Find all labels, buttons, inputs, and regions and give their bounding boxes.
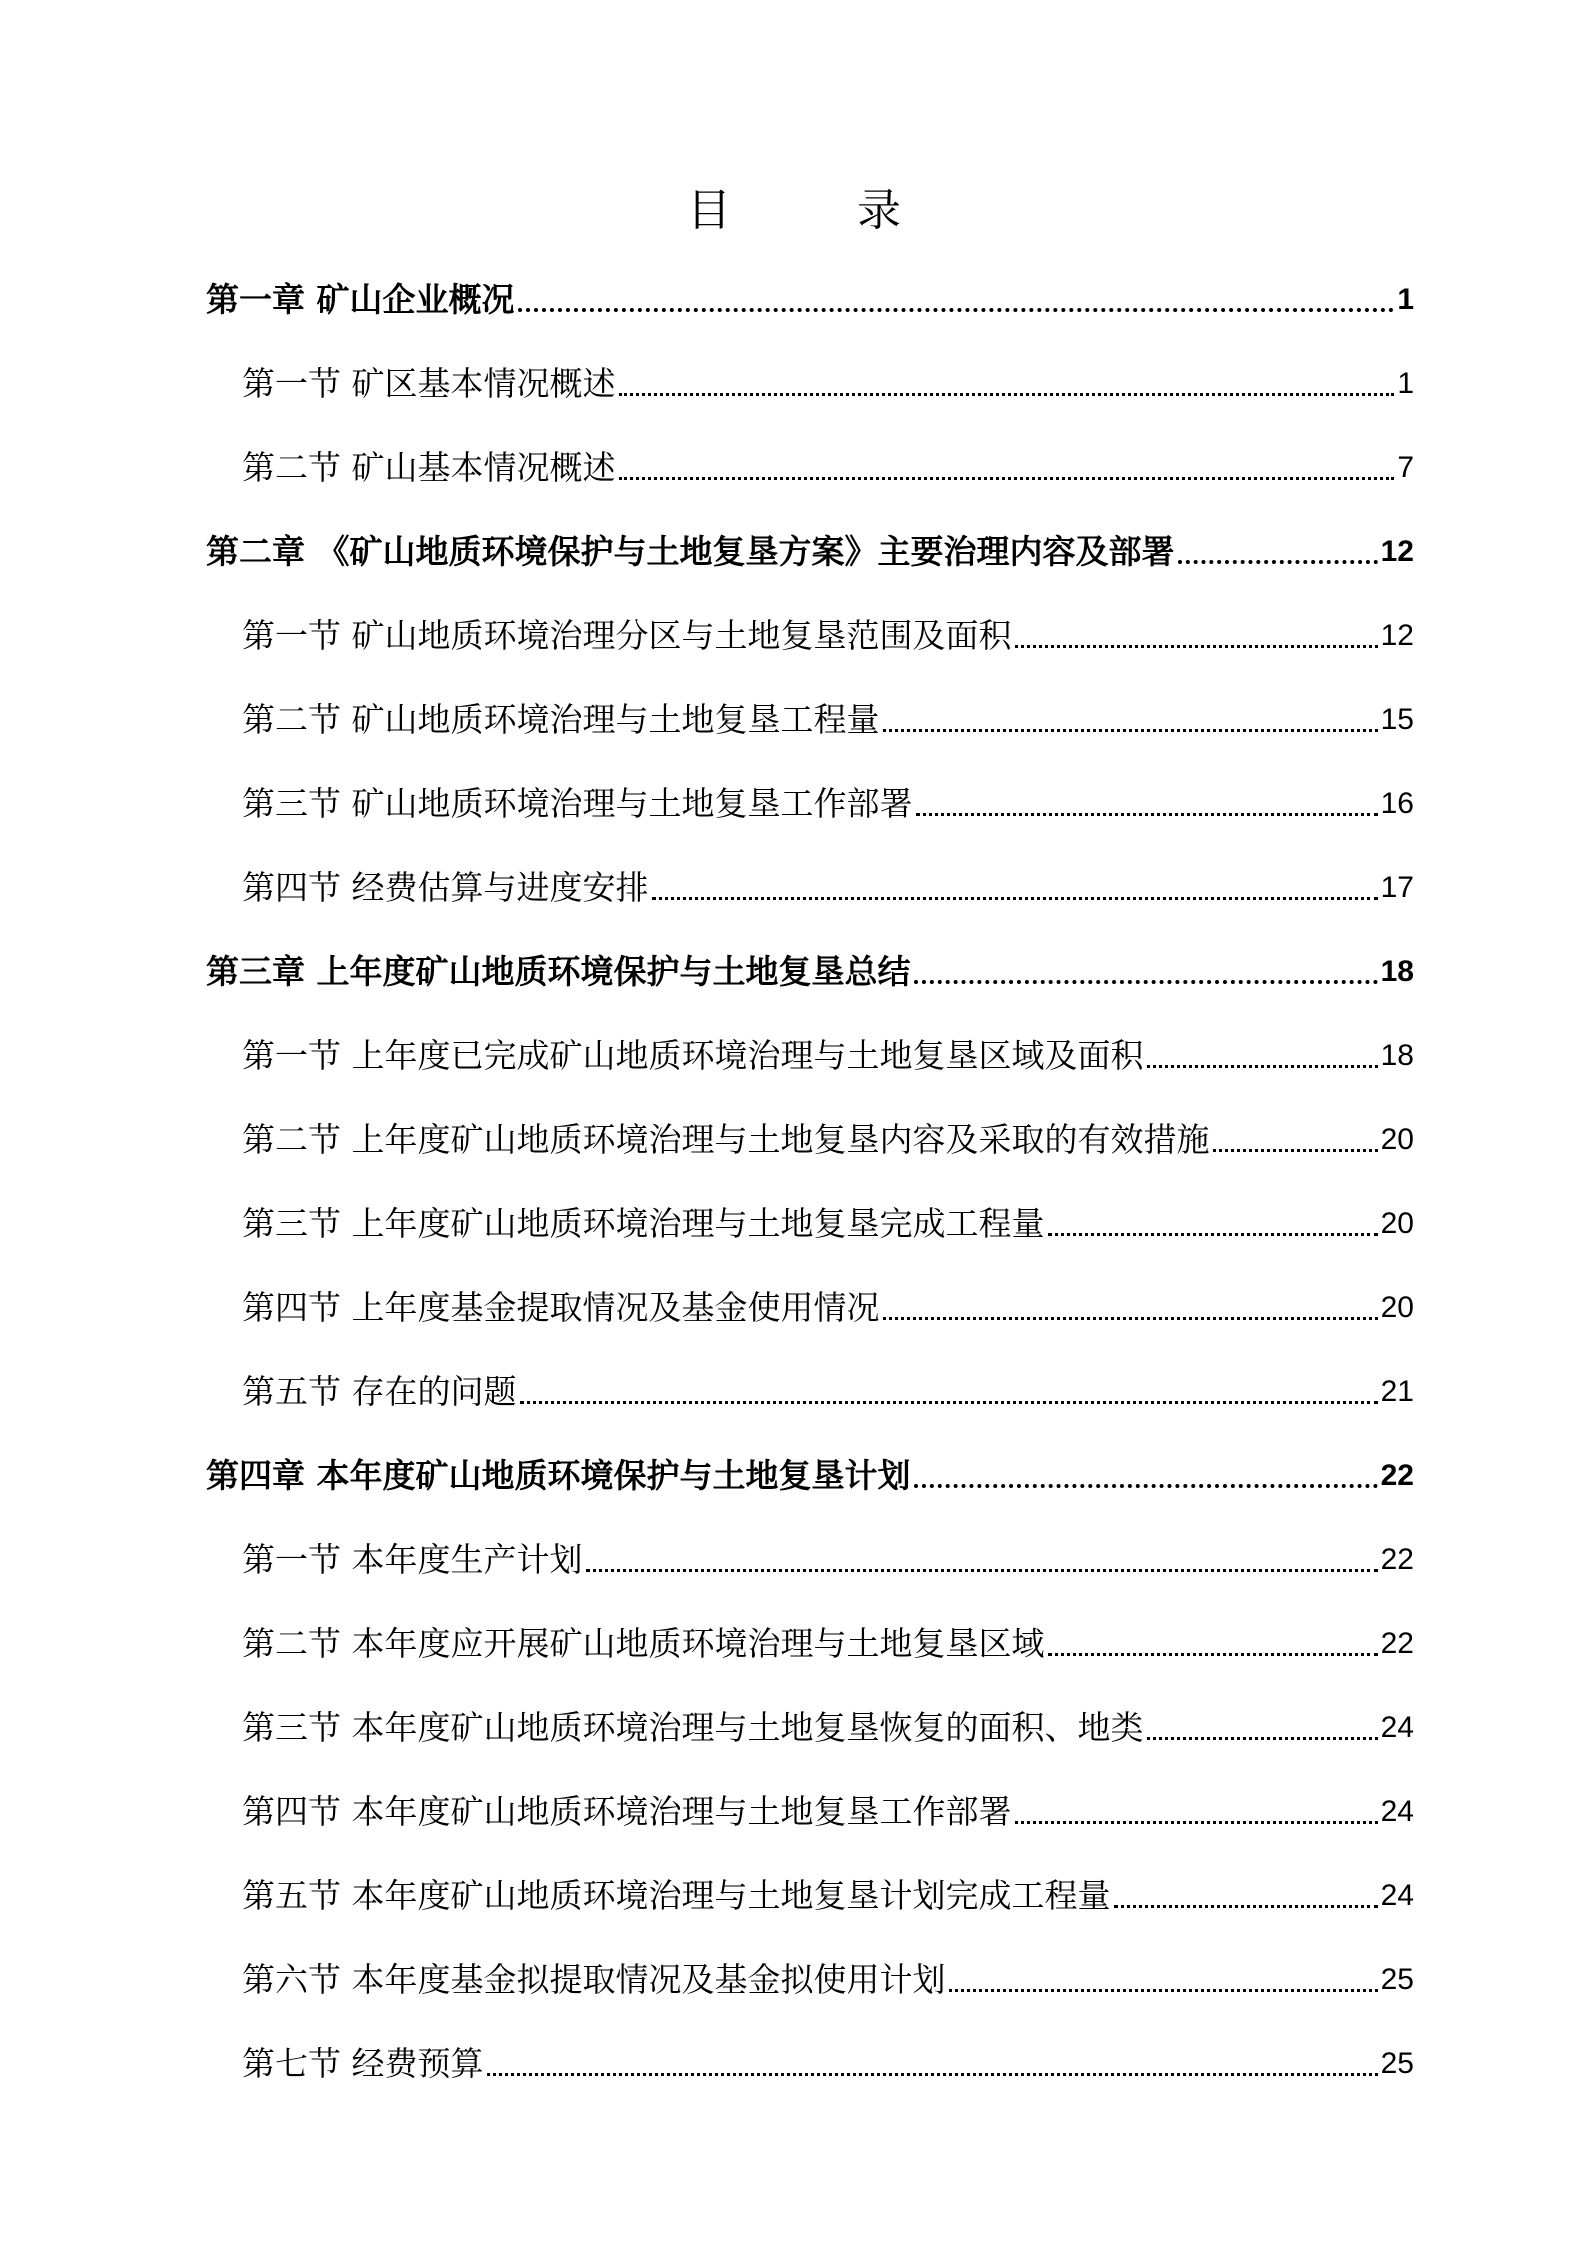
toc-entry-section-4-6[interactable] [206, 1930, 1414, 2014]
toc-entry-page: 25 [1380, 1963, 1414, 1996]
toc-dot-leader [1147, 1731, 1378, 1740]
toc-entry-label: 第一章 矿山企业概况 [206, 280, 515, 319]
toc-entry-section-3-1[interactable] [206, 1006, 1414, 1090]
toc-entry-section-1-1[interactable] [206, 334, 1414, 418]
toc-entry-label: 第四节 经费估算与进度安排 [242, 868, 649, 907]
toc-entry-page: 24 [1380, 1795, 1414, 1828]
toc-entry-section-2-2[interactable] [206, 670, 1414, 754]
toc-entry-section-3-5[interactable] [206, 1342, 1414, 1426]
toc-dot-leader [1114, 1899, 1378, 1908]
toc-entry-label: 第三节 本年度矿山地质环境治理与土地复垦恢复的面积、地类 [242, 1708, 1144, 1747]
toc-entry-page: 17 [1380, 871, 1414, 904]
toc-dot-leader [916, 807, 1378, 816]
toc-dot-leader [1213, 1143, 1378, 1152]
toc-dot-leader [949, 1983, 1378, 1992]
toc-entry-page: 22 [1380, 1543, 1414, 1576]
toc-entry-section-4-7[interactable] [206, 2014, 1414, 2098]
toc-entry-page: 20 [1380, 1123, 1414, 1156]
toc-entry-label: 第一节 矿山地质环境治理分区与土地复垦范围及面积 [242, 616, 1012, 655]
toc-entry-section-3-2[interactable] [206, 1090, 1414, 1174]
toc-entry-label: 第五节 本年度矿山地质环境治理与土地复垦计划完成工程量 [242, 1876, 1111, 1915]
toc-entry-page: 21 [1380, 1375, 1414, 1408]
toc-entry-label: 第三章 上年度矿山地质环境保护与土地复垦总结 [206, 952, 911, 991]
toc-dot-leader [1178, 554, 1378, 564]
toc-entry-chapter-2[interactable] [206, 502, 1414, 586]
toc-entry-label: 第二节 上年度矿山地质环境治理与土地复垦内容及采取的有效措施 [242, 1120, 1210, 1159]
toc-entry-page: 12 [1380, 619, 1414, 652]
toc-entry-section-4-4[interactable] [206, 1762, 1414, 1846]
toc-entry-label: 第三节 上年度矿山地质环境治理与土地复垦完成工程量 [242, 1204, 1045, 1243]
toc-entry-label: 第七节 经费预算 [242, 2044, 484, 2083]
toc-title: 目 录 [687, 185, 957, 236]
toc-entry-section-1-2[interactable] [206, 418, 1414, 502]
toc-entry-label: 第五节 存在的问题 [242, 1372, 517, 1411]
toc-entry-page: 1 [1397, 367, 1414, 400]
toc-entry-page: 20 [1380, 1207, 1414, 1240]
toc-entry-label: 第六节 本年度基金拟提取情况及基金拟使用计划 [242, 1960, 946, 1999]
toc-entry-page: 18 [1380, 955, 1414, 988]
toc-dot-leader [1048, 1647, 1378, 1656]
toc-dot-leader [1048, 1227, 1378, 1236]
toc-entry-chapter-4[interactable] [206, 1426, 1414, 1510]
toc-entry-page: 7 [1397, 451, 1414, 484]
toc-entry-section-3-4[interactable] [206, 1258, 1414, 1342]
toc-entry-label: 第二节 本年度应开展矿山地质环境治理与土地复垦区域 [242, 1624, 1045, 1663]
toc-dot-leader [1015, 639, 1378, 648]
toc-dot-leader [1147, 1059, 1378, 1068]
toc-entry-label: 第二章 《矿山地质环境保护与土地复垦方案》主要治理内容及部署 [206, 532, 1175, 571]
toc-entry-page: 24 [1380, 1711, 1414, 1744]
toc-entry-label: 第二节 矿山基本情况概述 [242, 448, 616, 487]
toc-entry-section-2-1[interactable] [206, 586, 1414, 670]
toc-entry-page: 20 [1380, 1291, 1414, 1324]
toc-dot-leader [586, 1563, 1378, 1572]
toc-entry-label: 第四节 本年度矿山地质环境治理与土地复垦工作部署 [242, 1792, 1012, 1831]
toc-entry-section-4-2[interactable] [206, 1594, 1414, 1678]
toc-entry-page: 1 [1397, 283, 1414, 316]
toc-entry-label: 第四章 本年度矿山地质环境保护与土地复垦计划 [206, 1456, 911, 1495]
toc-dot-leader [652, 891, 1378, 900]
toc-list [206, 250, 1414, 2098]
toc-entry-page: 12 [1380, 535, 1414, 568]
toc-entry-label: 第一节 本年度生产计划 [242, 1540, 583, 1579]
toc-dot-leader [883, 723, 1378, 732]
toc-dot-leader [518, 302, 1395, 312]
toc-entry-section-4-1[interactable] [206, 1510, 1414, 1594]
toc-dot-leader [619, 471, 1395, 480]
toc-dot-leader [914, 974, 1378, 984]
toc-entry-page: 24 [1380, 1879, 1414, 1912]
toc-dot-leader [1015, 1815, 1378, 1824]
toc-dot-leader [914, 1478, 1378, 1488]
toc-dot-leader [487, 2067, 1378, 2076]
toc-entry-page: 18 [1380, 1039, 1414, 1072]
toc-entry-label: 第一节 矿区基本情况概述 [242, 364, 616, 403]
toc-dot-leader [520, 1395, 1378, 1404]
toc-entry-page: 15 [1380, 703, 1414, 736]
toc-dot-leader [883, 1311, 1378, 1320]
toc-entry-section-4-5[interactable] [206, 1846, 1414, 1930]
toc-entry-page: 22 [1380, 1459, 1414, 1492]
toc-dot-leader [619, 387, 1395, 396]
toc-entry-label: 第一节 上年度已完成矿山地质环境治理与土地复垦区域及面积 [242, 1036, 1144, 1075]
toc-entry-chapter-3[interactable] [206, 922, 1414, 1006]
toc-entry-section-3-3[interactable] [206, 1174, 1414, 1258]
toc-entry-chapter-1[interactable] [206, 250, 1414, 334]
toc-entry-label: 第四节 上年度基金提取情况及基金使用情况 [242, 1288, 880, 1327]
toc-entry-section-4-3[interactable] [206, 1678, 1414, 1762]
toc-entry-section-2-4[interactable] [206, 838, 1414, 922]
toc-entry-page: 22 [1380, 1627, 1414, 1660]
toc-entry-section-2-3[interactable] [206, 754, 1414, 838]
toc-entry-label: 第二节 矿山地质环境治理与土地复垦工程量 [242, 700, 880, 739]
toc-entry-page: 16 [1380, 787, 1414, 820]
toc-entry-page: 25 [1380, 2047, 1414, 2080]
toc-entry-label: 第三节 矿山地质环境治理与土地复垦工作部署 [242, 784, 913, 823]
